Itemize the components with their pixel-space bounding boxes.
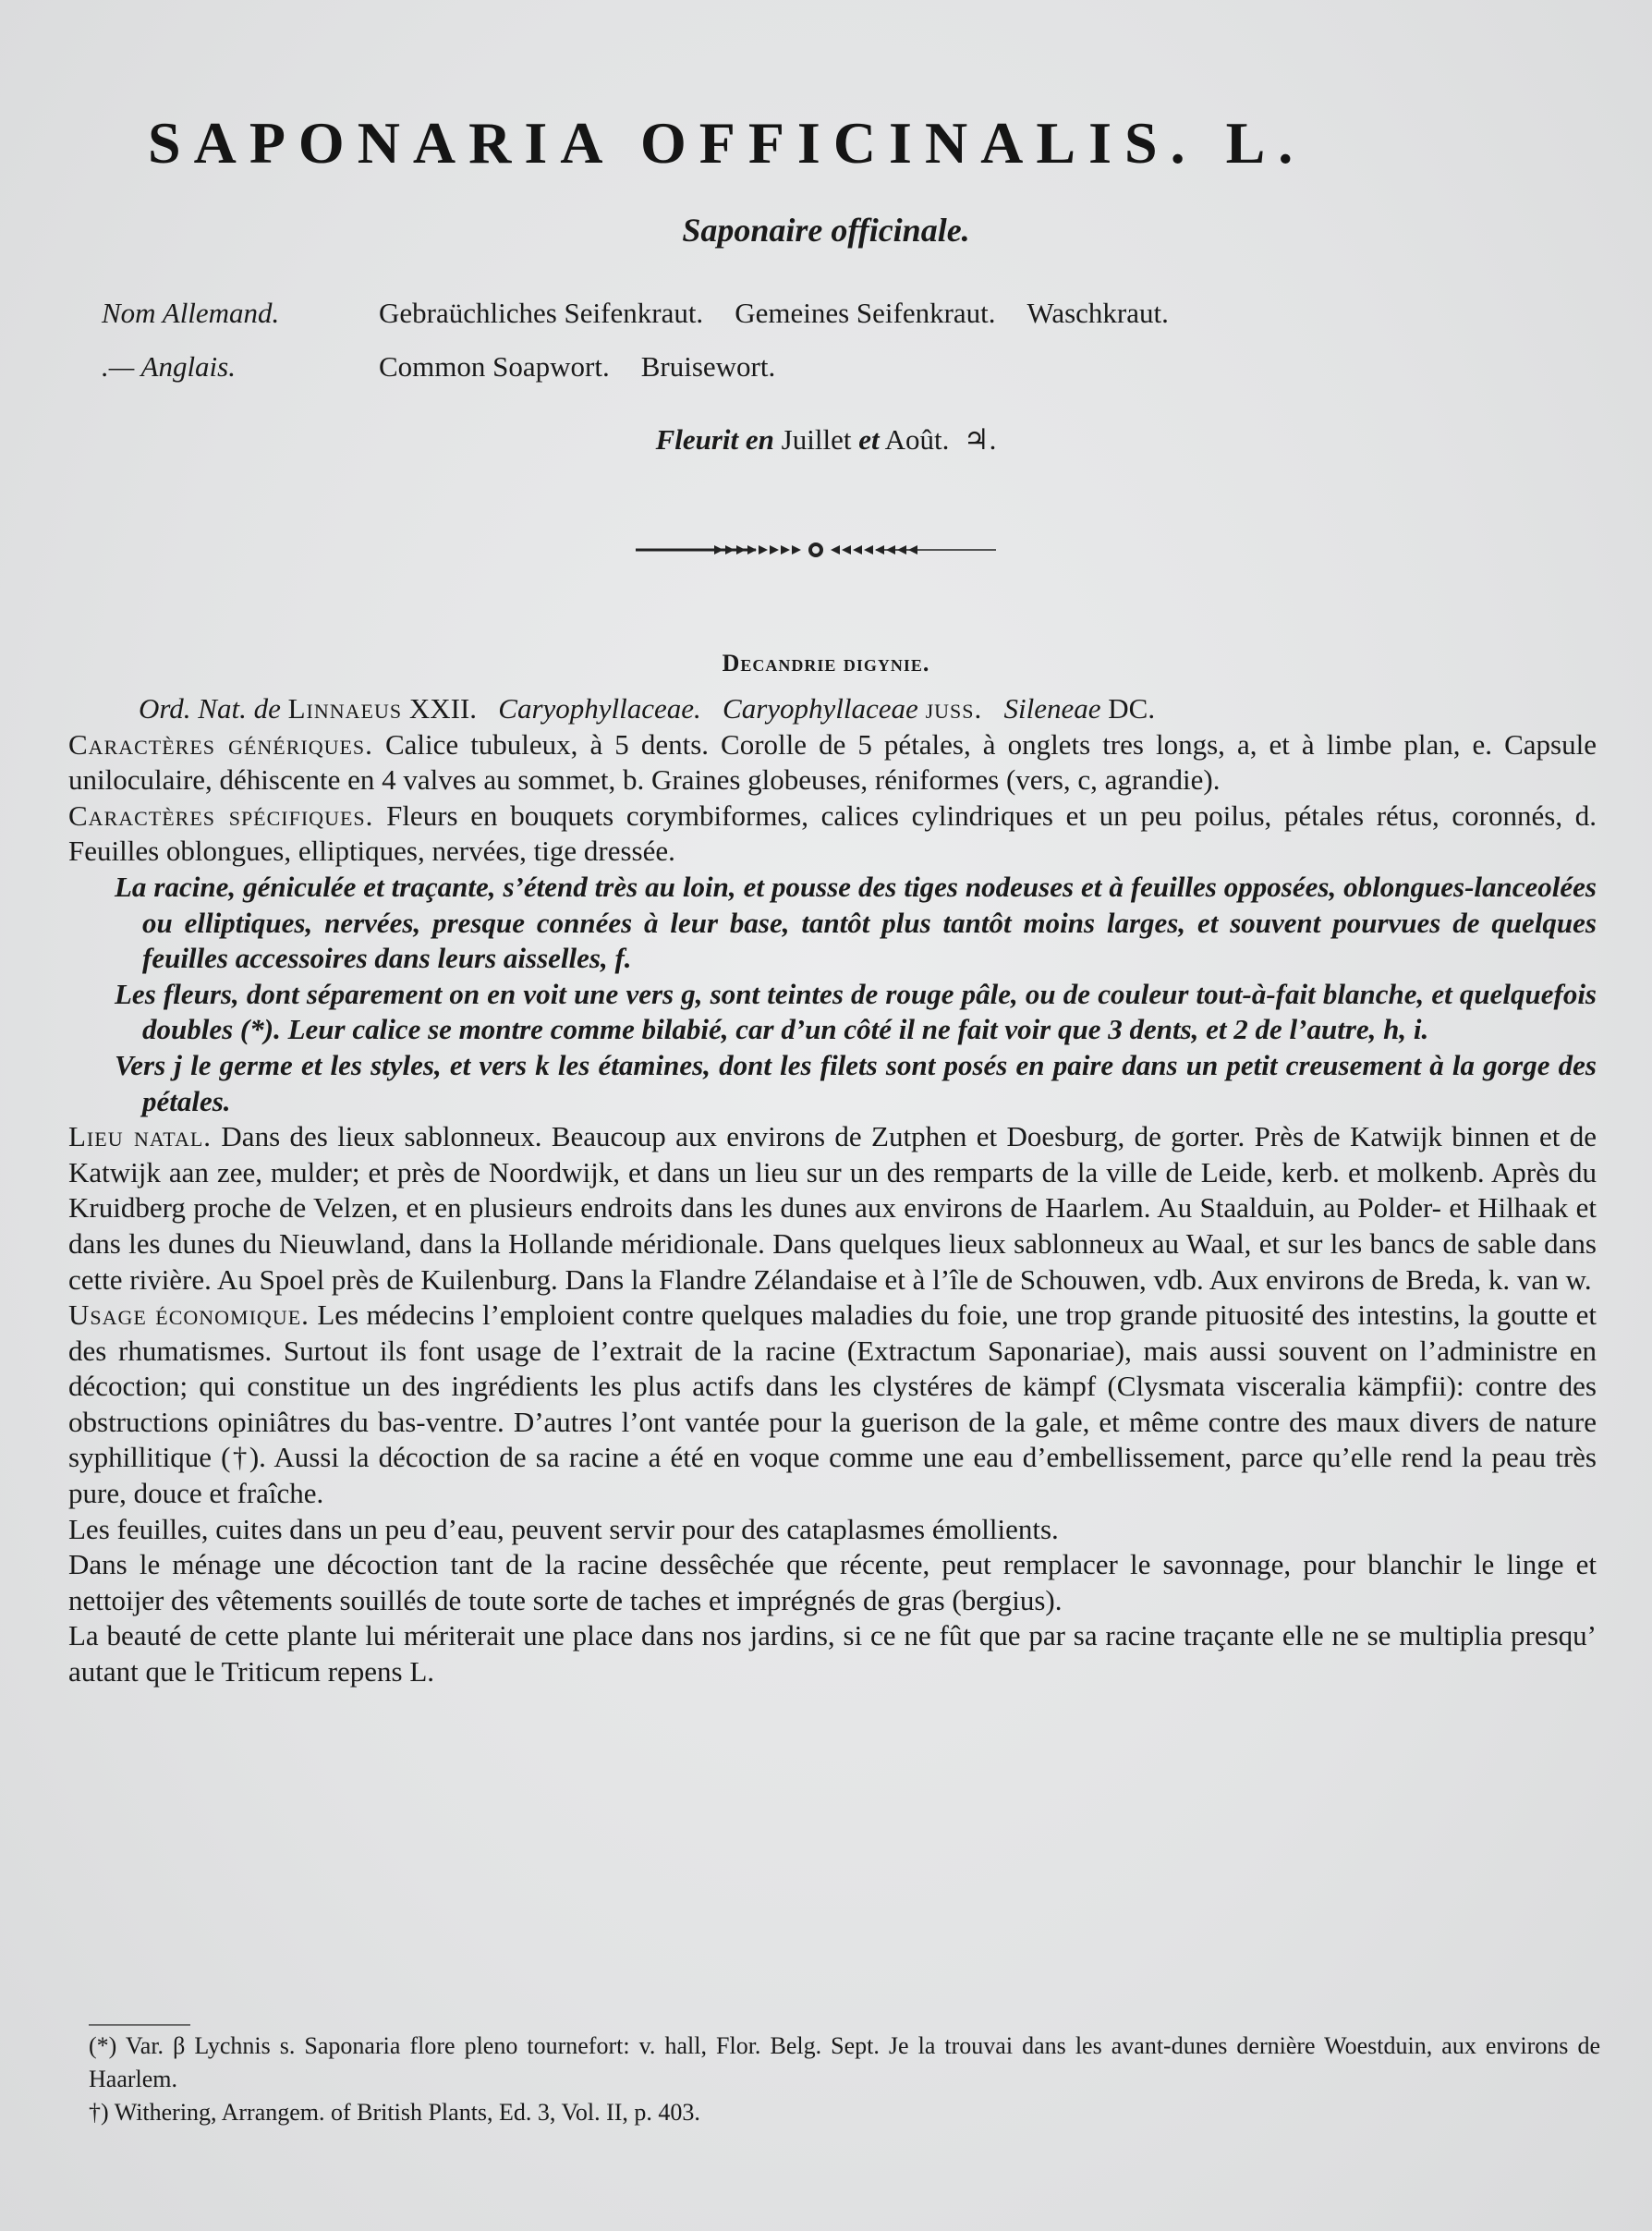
german-label: Nom Allemand. — [102, 297, 280, 329]
ornamental-divider — [636, 536, 996, 564]
household-paragraph: Dans le ménage une décoction tant de la racine dessêchée que récente, peut remplacer le savonnage, pour blanchir le linge et nettoijer des vêtements souillés de toute sorte de taches et imprégnés de gras (bergius). — [68, 1548, 1597, 1616]
german-name: Gebraüchliches Seifenkraut. — [379, 297, 704, 329]
generic-text: Calice tubuleux, à 5 dents. Corolle de 5 pétales, à onglets tres longs, a, et à limbe plan, e. Capsule uniloculaire, déhiscente en 4 valves au sommet, b. Graines globeuses, réniformes (vers, c, agrandie). — [68, 727, 1597, 797]
family-name: Caryophyllaceae. — [498, 692, 701, 725]
flowering-period — [0, 423, 1652, 457]
description-paragraph: La racine, géniculée et traçante, s’étend très au loin, et pousse des tiges nodeuses et à feuilles opposées, oblongues-lanceolées ou elliptiques, nervées, presque connées à leur base, tantôt plus tantôt moins larges, et souvent pourvues de quelques feuilles accessoires dans leurs aisselles, f. — [115, 870, 1597, 975]
vernacular-names — [102, 286, 1488, 394]
flowering-prefix: Fleurit en — [655, 423, 774, 456]
generic-label: Caractères génériques. — [68, 727, 373, 761]
habitat-label: Lieu natal. — [68, 1120, 213, 1153]
specific-characters — [68, 799, 1597, 870]
habitat-text: Dans des lieux sablonneux. Beaucoup aux environs de Zutphen et Doesburg, de gorter. Près de Katwijk binnen et de Katwijk aan zee, mulder; et près de Noordwijk, et dans un lieu sur un des remparts de la ville de Leide, kerb. et molkenb. Après du Kruidberg proche de Velzen, et en plusieurs endroits dans les dunes aux environs de Haarlem. Au Staalduin, au Polder- et Hilhaak et dans les dunes du Nieuwland, dans la Hollande méridionale. Dans quelques lieux sablonneux au Waal, et sur les bancs de sable dans cette rivière. Au Spoel près de Kuilenburg. Dans la Flandre Zélandaise et à l’île de Schouwen, vdb. Aux environs de Breda, k. van w. — [68, 1120, 1597, 1296]
author-jussieu: juss. — [925, 692, 983, 725]
economic-usage — [68, 1298, 1597, 1512]
footnotes — [89, 2030, 1600, 2129]
usage-label: Usage économique. — [68, 1298, 310, 1332]
author-dc: DC. — [1108, 692, 1156, 725]
author-linnaeus: Linnaeus — [287, 692, 403, 725]
description-paragraph: Vers j le germe et les styles, et vers k les étamines, dont les filets sont posés en paire dans un petit creusement à la gorge des pétales. — [115, 1048, 1597, 1117]
perennial-symbol: ♃. — [963, 423, 997, 456]
main-text — [68, 691, 1597, 1690]
section-heading: Decandrie digynie. — [722, 650, 930, 677]
flowering-month: Juillet — [781, 423, 852, 456]
class-number: XXII. — [408, 692, 478, 725]
english-name: Bruisewort. — [640, 350, 776, 383]
english-name: Common Soapwort. — [379, 350, 610, 383]
german-name: Gemeines Seifenkraut. — [735, 297, 996, 329]
leaves-paragraph: Les feuilles, cuites dans un peu d’eau, peuvent servir pour des cataplasmes émollients. — [68, 1512, 1059, 1545]
footnote-rule — [89, 2024, 190, 2026]
specific-text: Fleurs en bouquets corymbiformes, calices cylindriques et un peu poilus, pétales rétus, coronnés, d. Feuilles oblongues, elliptiques, nervées, tige dressée. — [68, 799, 1597, 868]
german-names-row — [102, 286, 1488, 340]
footnote: †) Withering, Arrangem. of British Plants, Ed. 3, Vol. II, p. 403. — [89, 2099, 700, 2126]
tribe-name: Sileneae — [1003, 692, 1101, 725]
footnote: (*) Var. β Lychnis s. Saponaria flore pleno tournefort: v. hall, Flor. Belg. Sept. Je la trouvai dans les avant-dunes dernière Woestduin, aux environs de Haarlem. — [89, 2032, 1600, 2092]
description-paragraph: Les fleurs, dont séparement on en voit une vers g, sont teintes de rouge pâle, ou de couleur tout-à-fait blanche, et quelquefois doubles (*). Leur calice se montre comme bilabié, car d’un côté il ne fait voir que 3 dents, et 2 de l’autre, h, i. — [115, 977, 1597, 1046]
flowering-month: Août. — [884, 423, 950, 456]
french-name: Saponaire officinale. — [682, 212, 970, 249]
order-label: Ord. Nat. de — [139, 692, 281, 725]
natural-order — [68, 691, 1597, 727]
specific-label: Caractères spécifiques. — [68, 799, 374, 832]
flowering-conj: et — [858, 423, 880, 456]
english-label: .— Anglais. — [102, 350, 236, 383]
usage-text: Les médecins l’emploient contre quelques maladies du foie, une trop grande pituosité des intestins, la goutte et des rhumatismes. Surtout ils font usage de l’extrait de la racine (Extractum Saponariae), mais aussi souvent on l’administre en décoction; qui constitue un des ingrédients les plus actifs dans les clystéres de kämpf (Clysmata visceralia kämpfii): contre des obstructions opiniâtres du bas-ventre. D’autres l’ont vantée pour la guerison de la gale, et même contre des maux divers de nature syphillitique (†). Aussi la décoction de sa racine a été en voque comme une eau d’embellissement, parce qu’elle rend la peau très pure, douce et fraîche. — [68, 1298, 1597, 1510]
habitat — [68, 1119, 1597, 1298]
english-names-row — [102, 340, 1488, 394]
generic-characters — [68, 727, 1597, 799]
family-name: Caryophyllaceae — [723, 692, 918, 725]
page-title: SAPONARIA OFFICINALIS. L. — [148, 110, 1306, 176]
german-name: Waschkraut. — [1026, 297, 1169, 329]
beauty-paragraph: La beauté de cette plante lui mériterait une place dans nos jardins, si ce ne fût que par sa racine traçante elle ne se multiplia presqu’ autant que le Triticum repens L. — [68, 1619, 1597, 1688]
